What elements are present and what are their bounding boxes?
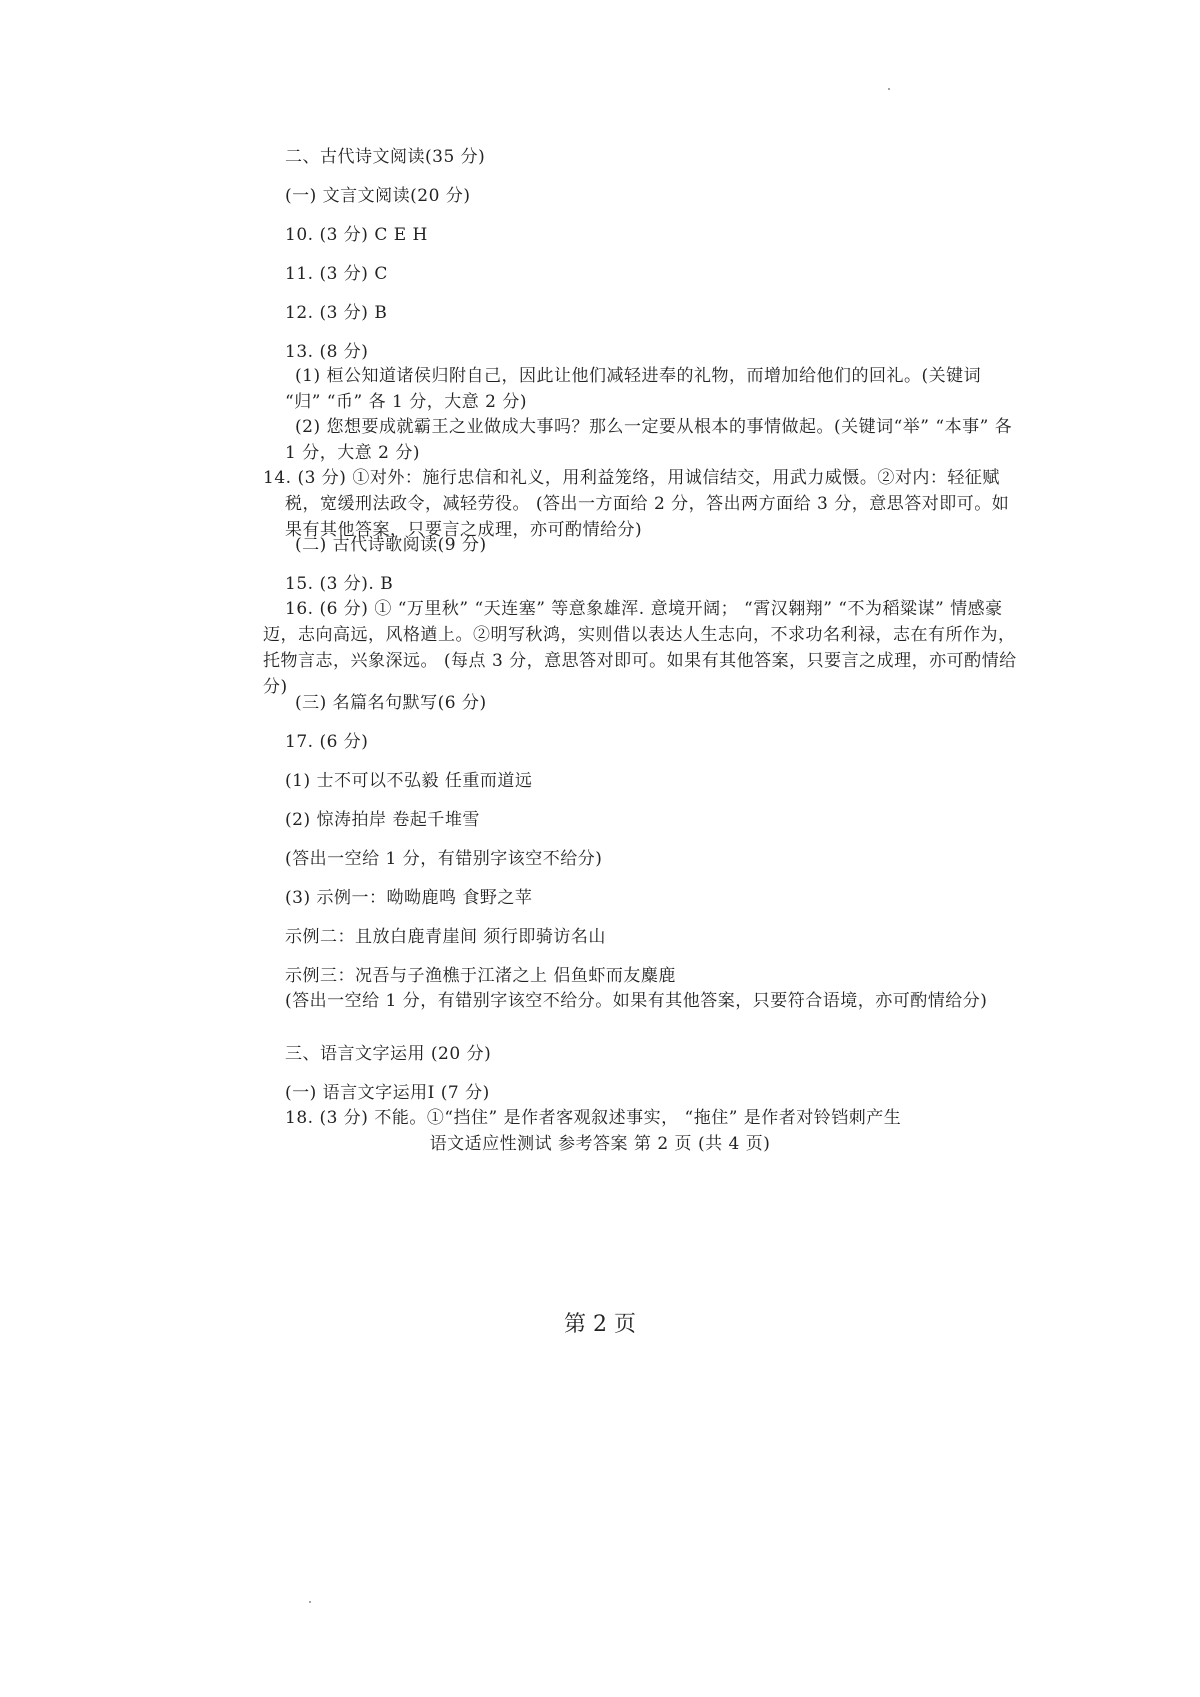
subsection-famous-lines-title: (三) 名篇名句默写(6 分) [295, 693, 487, 713]
subsection-classical-prose-title: (一) 文言文阅读(20 分) [285, 186, 471, 206]
answer-q13-part2: (2) 您想要成就霸王之业做成大事吗？那么一定要从根本的事情做起。(关键词“举” “本事” 各 1 分，大意 2 分) [285, 417, 1013, 463]
answer-q17-note1: (答出一空给 1 分，有错别字该空不给分) [285, 849, 603, 869]
page-footer: 语文适应性测试 参考答案 第 2 页 (共 4 页) [429, 1134, 771, 1154]
answer-q17-part2: (2) 惊涛拍岸 卷起千堆雪 [285, 810, 480, 830]
scan-speck [309, 1601, 311, 1603]
answer-q11: 11. (3 分) C [285, 264, 388, 284]
subsection-language-use-title: (一) 语言文字运用Ⅰ (7 分) [285, 1083, 490, 1103]
section-3-title: 三、语言文字运用 (20 分) [285, 1044, 492, 1064]
section-2-title: 二、古代诗文阅读(35 分) [285, 147, 486, 167]
answer-q16: 16. (6 分) ① “万里秋” “天连塞” 等意象雄浑. 意境开阔； “霄汉翱翔” “不为稻粱谋” 情感豪迈，志向高远，风格遒上。②明写秋鸿，实则借以表达人生志向，不求功名利禄，志在有所作为，托物言志，兴象深远。 (每点 3 分，意思答对即可。如果有其他答案，只要言之成理，亦可酌情给分) [263, 599, 1017, 697]
answer-q14: 14. (3 分) ①对外：施行忠信和礼义，用利益笼络，用诚信结交，用武力威慑。②对内：轻征赋税，宽缓刑法政令，减轻劳役。 (答出一方面给 2 分，答出两方面给 3 分，意思答对即可。如果有其他答案，只要言之成理，亦可酌情给分) [263, 468, 1010, 540]
subsection-classical-poetry-title: (二) 古代诗歌阅读(9 分) [295, 535, 487, 555]
page-number: 第 2 页 [564, 1312, 636, 1337]
answer-q13-part1: (1) 桓公知道诸侯归附自己，因此让他们减轻进奉的礼物，而增加给他们的回礼。(关键词 “归” “币” 各 1 分，大意 2 分) [285, 366, 982, 412]
answer-q17-note2: (答出一空给 1 分，有错别字该空不给分。如果有其他答案，只要符合语境，亦可酌情给分) [285, 991, 988, 1011]
answer-q18: 18. (3 分) 不能。①“挡住” 是作者客观叙述事实， “拖住” 是作者对铃铛刺产生 [285, 1108, 902, 1128]
answer-q17-example3: 示例三：况吾与子渔樵于江渚之上 侣鱼虾而友麋鹿 [285, 966, 676, 986]
answer-q17-part1: (1) 士不可以不弘毅 任重而道远 [285, 771, 533, 791]
answer-q12: 12. (3 分) B [285, 303, 388, 323]
answer-q13: 13. (8 分) [285, 342, 369, 362]
answer-q17: 17. (6 分) [285, 732, 369, 752]
answer-q17-example2: 示例二：且放白鹿青崖间 须行即骑访名山 [285, 927, 606, 947]
answer-q17-part3: (3) 示例一：呦呦鹿鸣 食野之苹 [285, 888, 533, 908]
scan-speck [888, 88, 890, 90]
answer-q15: 15. (3 分). B [285, 574, 394, 594]
answer-q10: 10. (3 分) C E H [285, 225, 428, 245]
